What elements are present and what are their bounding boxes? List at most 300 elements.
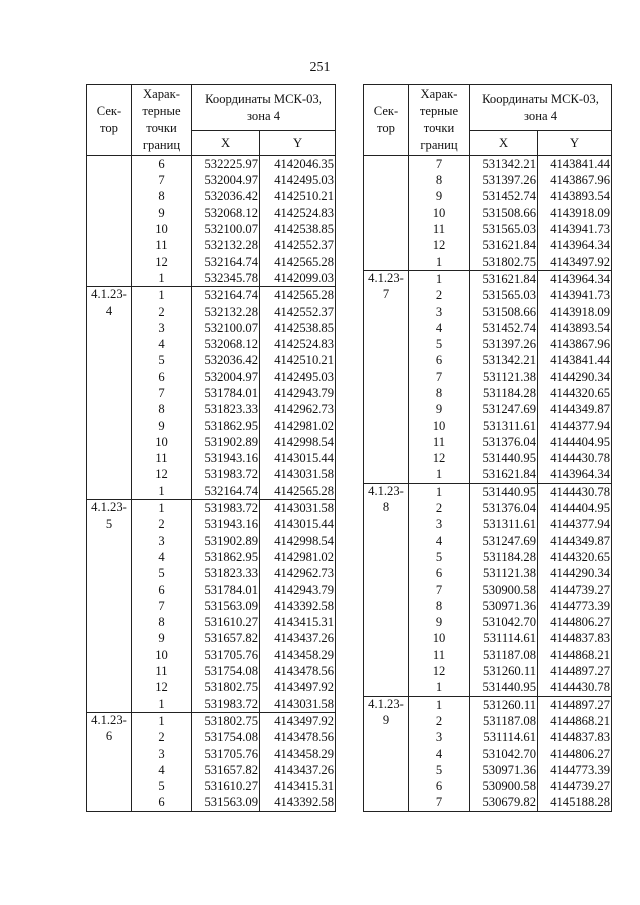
table-row	[364, 401, 612, 417]
point-cell: 8	[409, 598, 470, 614]
y-coordinate-cell: 4143031.58	[260, 467, 336, 483]
y-coordinate-cell: 4143392.58	[260, 795, 336, 812]
point-cell: 6	[132, 795, 192, 812]
point-cell: 7	[409, 795, 470, 812]
point-cell: 9	[409, 401, 470, 417]
x-coordinate-cell: 531563.09	[192, 598, 260, 614]
table-row	[87, 434, 336, 450]
sector-cell	[87, 369, 132, 385]
sector-cell	[87, 336, 132, 352]
sector-cell	[87, 778, 132, 794]
sector-cell	[364, 418, 409, 434]
point-cell: 2	[132, 729, 192, 745]
point-cell: 1	[132, 500, 192, 517]
table-row	[364, 336, 612, 352]
table-row	[87, 663, 336, 679]
x-coordinate-cell: 531902.89	[192, 434, 260, 450]
sector-cell	[87, 205, 132, 221]
point-cell: 1	[132, 483, 192, 500]
table-row	[364, 663, 612, 679]
y-coordinate-cell: 4143458.29	[260, 647, 336, 663]
y-coordinate-cell: 4144290.34	[538, 565, 612, 581]
point-cell: 9	[132, 631, 192, 647]
y-coordinate-cell: 4144430.78	[538, 680, 612, 697]
point-cell: 6	[132, 582, 192, 598]
point-cell: 3	[409, 517, 470, 533]
sector-cell	[87, 237, 132, 253]
sector-cell	[364, 320, 409, 336]
point-cell: 7	[132, 172, 192, 188]
table-row	[364, 680, 612, 697]
table-row	[87, 598, 336, 614]
sector-cell: 7	[364, 287, 409, 303]
x-coordinate-cell: 531508.66	[470, 304, 538, 320]
x-coordinate-cell: 532100.07	[192, 221, 260, 237]
sector-cell	[364, 778, 409, 794]
x-coordinate-cell: 531397.26	[470, 336, 538, 352]
table-row	[364, 631, 612, 647]
sector-cell	[87, 614, 132, 630]
sector-cell	[364, 517, 409, 533]
y-coordinate-cell: 4144404.95	[538, 500, 612, 516]
y-coordinate-cell: 4142495.03	[260, 172, 336, 188]
x-coordinate-cell: 532036.42	[192, 189, 260, 205]
x-coordinate-cell: 531621.84	[470, 237, 538, 253]
x-coordinate-cell: 531621.84	[470, 271, 538, 288]
x-coordinate-cell: 532100.07	[192, 320, 260, 336]
y-coordinate-cell: 4142962.73	[260, 565, 336, 581]
x-coordinate-cell: 531376.04	[470, 500, 538, 516]
sector-cell: 4.1.23-	[87, 713, 132, 730]
point-cell: 12	[409, 237, 470, 253]
x-coordinate-cell: 531121.38	[470, 565, 538, 581]
x-coordinate-cell: 532004.97	[192, 172, 260, 188]
sector-cell	[87, 696, 132, 713]
table-row	[364, 500, 612, 516]
x-coordinate-cell: 532132.28	[192, 304, 260, 320]
y-coordinate-cell: 4142552.37	[260, 237, 336, 253]
y-coordinate-cell: 4143415.31	[260, 614, 336, 630]
table-row	[87, 237, 336, 253]
sector-cell	[87, 172, 132, 188]
y-coordinate-cell: 4142510.21	[260, 353, 336, 369]
point-cell: 3	[132, 320, 192, 336]
point-cell: 9	[409, 614, 470, 630]
sector-cell	[87, 631, 132, 647]
point-cell: 12	[132, 254, 192, 270]
point-cell: 6	[409, 778, 470, 794]
x-coordinate-cell: 531802.75	[192, 713, 260, 730]
table-row	[87, 696, 336, 713]
y-coordinate-cell: 4144290.34	[538, 369, 612, 385]
table-row	[364, 450, 612, 466]
x-coordinate-cell: 531440.95	[470, 450, 538, 466]
sector-cell	[364, 467, 409, 484]
y-coordinate-cell: 4144868.21	[538, 647, 612, 663]
point-cell: 1	[132, 287, 192, 304]
point-cell: 6	[409, 353, 470, 369]
table-row	[364, 385, 612, 401]
point-cell: 7	[132, 385, 192, 401]
table-row	[87, 320, 336, 336]
sector-cell	[87, 762, 132, 778]
sector-cell	[364, 304, 409, 320]
x-coordinate-cell: 531983.72	[192, 467, 260, 483]
sector-cell: 5	[87, 517, 132, 533]
y-coordinate-cell: 4143497.92	[260, 680, 336, 696]
sector-cell	[87, 549, 132, 565]
table-row	[87, 401, 336, 417]
sector-cell	[364, 254, 409, 271]
point-cell: 10	[409, 205, 470, 221]
table-row	[87, 614, 336, 630]
point-cell: 4	[409, 533, 470, 549]
x-coordinate-cell: 532132.28	[192, 237, 260, 253]
y-coordinate-cell: 4143941.73	[538, 221, 612, 237]
sector-cell	[364, 385, 409, 401]
y-coordinate-cell: 4142998.54	[260, 533, 336, 549]
y-coordinate-cell: 4142981.02	[260, 418, 336, 434]
sector-cell	[87, 270, 132, 287]
point-cell: 1	[409, 254, 470, 271]
sector-cell	[87, 254, 132, 270]
point-cell: 11	[132, 663, 192, 679]
point-cell: 10	[409, 631, 470, 647]
y-coordinate-cell: 4142046.35	[260, 156, 336, 173]
point-cell: 1	[132, 270, 192, 287]
x-coordinate-cell: 531247.69	[470, 401, 538, 417]
y-coordinate-cell: 4144806.27	[538, 746, 612, 762]
x-coordinate-cell: 531705.76	[192, 647, 260, 663]
sector-cell	[364, 221, 409, 237]
point-cell: 5	[409, 336, 470, 352]
table-row	[87, 270, 336, 287]
x-coordinate-cell: 531943.16	[192, 517, 260, 533]
table-row	[87, 746, 336, 762]
sector-cell	[364, 450, 409, 466]
sector-cell	[364, 565, 409, 581]
sector-cell	[364, 647, 409, 663]
table-row	[364, 434, 612, 450]
table-row	[364, 237, 612, 253]
table-row	[364, 418, 612, 434]
y-coordinate-cell: 4142538.85	[260, 320, 336, 336]
sector-cell	[364, 729, 409, 745]
table-row	[87, 517, 336, 533]
y-coordinate-cell: 4144837.83	[538, 729, 612, 745]
coordinates-table-right	[363, 84, 612, 812]
point-cell: 6	[132, 369, 192, 385]
point-cell: 11	[409, 647, 470, 663]
x-coordinate-cell: 531754.08	[192, 663, 260, 679]
y-coordinate-cell: 4144897.27	[538, 663, 612, 679]
table-row	[87, 483, 336, 500]
sector-cell	[364, 746, 409, 762]
point-cell: 2	[132, 517, 192, 533]
point-cell: 10	[132, 434, 192, 450]
point-cell: 11	[132, 237, 192, 253]
table-row	[364, 189, 612, 205]
y-coordinate-cell: 4143015.44	[260, 450, 336, 466]
sector-cell	[87, 385, 132, 401]
point-cell: 1	[409, 467, 470, 484]
y-coordinate-cell: 4144349.87	[538, 401, 612, 417]
table-row	[87, 336, 336, 352]
table-row	[87, 762, 336, 778]
y-coordinate-cell: 4142099.03	[260, 270, 336, 287]
point-cell: 4	[132, 762, 192, 778]
table-row	[87, 533, 336, 549]
header-coords: Координаты МСК-03, зона 4	[470, 85, 612, 131]
x-coordinate-cell: 531260.11	[470, 696, 538, 713]
table-row	[364, 533, 612, 549]
y-coordinate-cell: 4144739.27	[538, 778, 612, 794]
table-row	[364, 467, 612, 484]
header-coords: Координаты МСК-03, зона 4	[192, 85, 336, 131]
sector-cell	[87, 418, 132, 434]
sector-cell	[87, 434, 132, 450]
x-coordinate-cell: 531042.70	[470, 614, 538, 630]
table-row	[87, 467, 336, 483]
point-cell: 11	[409, 434, 470, 450]
point-cell: 1	[409, 696, 470, 713]
y-coordinate-cell: 4142524.83	[260, 336, 336, 352]
y-coordinate-cell: 4144430.78	[538, 483, 612, 500]
y-coordinate-cell: 4142943.79	[260, 385, 336, 401]
table-row	[364, 614, 612, 630]
point-cell: 1	[132, 696, 192, 713]
point-cell: 4	[132, 336, 192, 352]
sector-cell: 4.1.23-	[364, 483, 409, 500]
x-coordinate-cell: 531184.28	[470, 549, 538, 565]
table-row	[364, 287, 612, 303]
sector-cell	[87, 582, 132, 598]
point-cell: 9	[409, 189, 470, 205]
x-coordinate-cell: 530971.36	[470, 598, 538, 614]
sector-cell: 4.1.23-	[87, 500, 132, 517]
point-cell: 7	[409, 156, 470, 173]
y-coordinate-cell: 4143031.58	[260, 500, 336, 517]
table-row	[364, 713, 612, 729]
table-row	[87, 565, 336, 581]
sector-cell	[364, 598, 409, 614]
point-cell: 12	[409, 450, 470, 466]
x-coordinate-cell: 531342.21	[470, 156, 538, 173]
point-cell: 2	[132, 304, 192, 320]
table-row	[87, 713, 336, 730]
point-cell: 8	[409, 172, 470, 188]
y-coordinate-cell: 4143497.92	[260, 713, 336, 730]
y-coordinate-cell: 4144773.39	[538, 762, 612, 778]
y-coordinate-cell: 4142538.85	[260, 221, 336, 237]
page-number: 251	[309, 60, 331, 75]
x-coordinate-cell: 532068.12	[192, 336, 260, 352]
sector-cell	[87, 565, 132, 581]
x-coordinate-cell: 531260.11	[470, 663, 538, 679]
sector-cell	[364, 353, 409, 369]
sector-cell: 6	[87, 729, 132, 745]
x-coordinate-cell: 531823.33	[192, 565, 260, 581]
point-cell: 9	[132, 205, 192, 221]
x-coordinate-cell: 531563.09	[192, 795, 260, 812]
y-coordinate-cell: 4143437.26	[260, 762, 336, 778]
table-row	[87, 304, 336, 320]
point-cell: 8	[132, 614, 192, 630]
table-row	[87, 221, 336, 237]
y-coordinate-cell: 4144377.94	[538, 418, 612, 434]
y-coordinate-cell: 4143918.09	[538, 304, 612, 320]
sector-cell	[87, 467, 132, 483]
x-coordinate-cell: 531114.61	[470, 729, 538, 745]
x-coordinate-cell: 531657.82	[192, 762, 260, 778]
y-coordinate-cell: 4143497.92	[538, 254, 612, 271]
y-coordinate-cell: 4142510.21	[260, 189, 336, 205]
x-coordinate-cell: 530900.58	[470, 582, 538, 598]
x-coordinate-cell: 531440.95	[470, 680, 538, 697]
point-cell: 1	[409, 271, 470, 288]
sector-cell	[364, 533, 409, 549]
y-coordinate-cell: 4142998.54	[260, 434, 336, 450]
table-row	[364, 647, 612, 663]
y-coordinate-cell: 4142962.73	[260, 401, 336, 417]
y-coordinate-cell: 4143031.58	[260, 696, 336, 713]
y-coordinate-cell: 4142565.28	[260, 254, 336, 270]
table-row	[87, 254, 336, 270]
y-coordinate-cell: 4142495.03	[260, 369, 336, 385]
x-coordinate-cell: 532225.97	[192, 156, 260, 173]
x-coordinate-cell: 532345.78	[192, 270, 260, 287]
table-row	[87, 549, 336, 565]
header-points: Харак-терные точки границ	[132, 85, 192, 156]
sector-cell	[364, 336, 409, 352]
sector-cell	[364, 237, 409, 253]
table-row	[364, 598, 612, 614]
y-coordinate-cell: 4144320.65	[538, 385, 612, 401]
sector-cell	[364, 680, 409, 697]
table-row	[87, 205, 336, 221]
point-cell: 12	[409, 663, 470, 679]
y-coordinate-cell: 4143478.56	[260, 663, 336, 679]
y-coordinate-cell: 4144868.21	[538, 713, 612, 729]
x-coordinate-cell: 531862.95	[192, 418, 260, 434]
y-coordinate-cell: 4143918.09	[538, 205, 612, 221]
x-coordinate-cell: 531902.89	[192, 533, 260, 549]
table-row	[364, 172, 612, 188]
y-coordinate-cell: 4144739.27	[538, 582, 612, 598]
x-coordinate-cell: 531187.08	[470, 647, 538, 663]
header-sector: Сек-тор	[364, 85, 409, 156]
sector-cell	[364, 614, 409, 630]
table-row	[364, 483, 612, 500]
y-coordinate-cell: 4144897.27	[538, 696, 612, 713]
point-cell: 10	[409, 418, 470, 434]
y-coordinate-cell: 4143478.56	[260, 729, 336, 745]
point-cell: 2	[409, 713, 470, 729]
point-cell: 12	[132, 680, 192, 696]
y-coordinate-cell: 4143867.96	[538, 336, 612, 352]
table-row	[364, 271, 612, 288]
table-row	[364, 353, 612, 369]
sector-cell	[87, 401, 132, 417]
y-coordinate-cell: 4144320.65	[538, 549, 612, 565]
table-row	[87, 795, 336, 812]
sector-cell	[364, 369, 409, 385]
sector-cell	[87, 320, 132, 336]
y-coordinate-cell: 4145188.28	[538, 795, 612, 812]
x-coordinate-cell: 531376.04	[470, 434, 538, 450]
point-cell: 1	[409, 483, 470, 500]
y-coordinate-cell: 4142565.28	[260, 483, 336, 500]
y-coordinate-cell: 4143893.54	[538, 320, 612, 336]
table-row	[364, 369, 612, 385]
y-coordinate-cell: 4143867.96	[538, 172, 612, 188]
point-cell: 3	[409, 729, 470, 745]
sector-cell	[364, 762, 409, 778]
table-row	[87, 353, 336, 369]
table-row	[87, 287, 336, 304]
header-x: X	[470, 131, 538, 156]
point-cell: 4	[132, 549, 192, 565]
x-coordinate-cell: 531657.82	[192, 631, 260, 647]
x-coordinate-cell: 530679.82	[470, 795, 538, 812]
point-cell: 5	[409, 549, 470, 565]
point-cell: 11	[409, 221, 470, 237]
y-coordinate-cell: 4142552.37	[260, 304, 336, 320]
x-coordinate-cell: 531621.84	[470, 467, 538, 484]
sector-cell	[364, 401, 409, 417]
x-coordinate-cell: 532036.42	[192, 353, 260, 369]
y-coordinate-cell: 4143415.31	[260, 778, 336, 794]
y-coordinate-cell: 4143392.58	[260, 598, 336, 614]
x-coordinate-cell: 531121.38	[470, 369, 538, 385]
sector-cell	[87, 680, 132, 696]
table-row	[364, 696, 612, 713]
x-coordinate-cell: 531508.66	[470, 205, 538, 221]
y-coordinate-cell: 4142943.79	[260, 582, 336, 598]
sector-cell	[87, 483, 132, 500]
sector-cell	[87, 533, 132, 549]
y-coordinate-cell: 4143841.44	[538, 156, 612, 173]
header-y: Y	[538, 131, 612, 156]
sector-cell	[364, 156, 409, 173]
sector-cell	[87, 598, 132, 614]
point-cell: 11	[132, 450, 192, 466]
point-cell: 2	[409, 287, 470, 303]
x-coordinate-cell: 530971.36	[470, 762, 538, 778]
point-cell: 7	[409, 369, 470, 385]
point-cell: 6	[132, 156, 192, 173]
point-cell: 3	[409, 304, 470, 320]
x-coordinate-cell: 532164.74	[192, 483, 260, 500]
point-cell: 12	[132, 467, 192, 483]
table-row	[87, 729, 336, 745]
x-coordinate-cell: 531784.01	[192, 582, 260, 598]
table-row	[87, 189, 336, 205]
y-coordinate-cell: 4142524.83	[260, 205, 336, 221]
sector-cell	[364, 663, 409, 679]
x-coordinate-cell: 531187.08	[470, 713, 538, 729]
y-coordinate-cell: 4142981.02	[260, 549, 336, 565]
sector-cell: 4.1.23-	[87, 287, 132, 304]
x-coordinate-cell: 531565.03	[470, 221, 538, 237]
sector-cell	[87, 746, 132, 762]
x-coordinate-cell: 531610.27	[192, 778, 260, 794]
sector-cell	[364, 795, 409, 812]
point-cell: 5	[132, 565, 192, 581]
x-coordinate-cell: 531862.95	[192, 549, 260, 565]
sector-cell	[87, 450, 132, 466]
sector-cell	[87, 647, 132, 663]
